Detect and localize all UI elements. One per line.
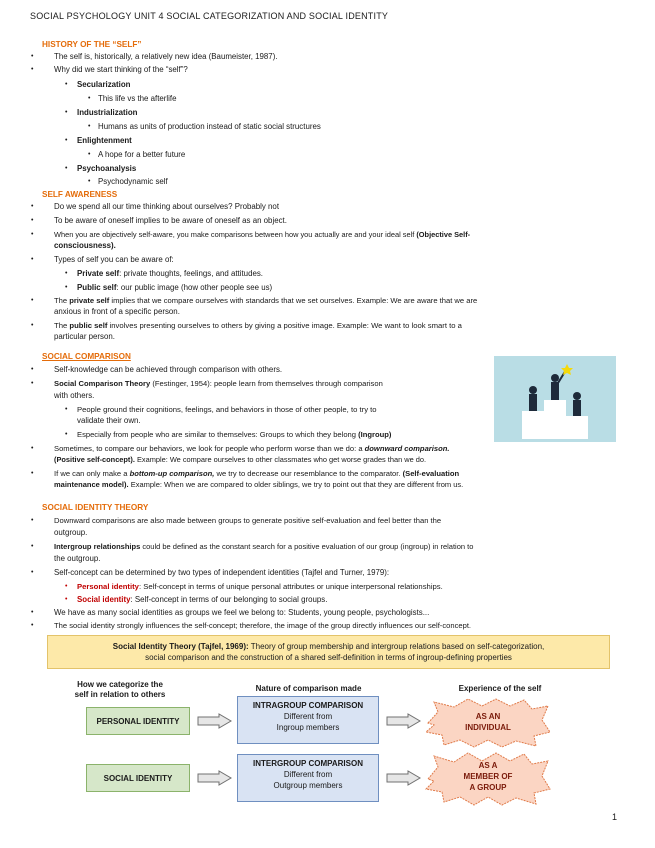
- theory-definition-box: Social Identity Theory (Tajfel, 1969): Theory of group membership and intergroup relations based on self-categorization, social comparison and the construction of a shared self-definition in terms of ingroup-defining properties: [47, 635, 610, 669]
- document-title: SOCIAL PSYCHOLOGY UNIT 4 SOCIAL CATEGORIZATION AND SOCIAL IDENTITY: [30, 11, 389, 21]
- bullet: •: [65, 406, 68, 413]
- bullet: •: [31, 366, 34, 373]
- awareness-line-6: The public self involves presenting ourselves to others by giving a positive image. Example: We want to look smart to a: [54, 321, 462, 330]
- history-subitem-1: This life vs the afterlife: [98, 94, 177, 103]
- identity-line-2-cont: the outgroup.: [54, 554, 101, 563]
- bullet: •: [31, 322, 34, 329]
- awareness-line-2: To be aware of oneself implies to be aware of oneself as an object.: [54, 216, 287, 225]
- identity-line-2: Intergroup relationships could be defined as the constant search for a positive evaluation of our group (ingroup) in relation to: [54, 542, 474, 551]
- history-line-1: The self is, historically, a relatively new idea (Baumeister, 1987).: [54, 52, 278, 61]
- arrow-right-icon: [386, 713, 422, 729]
- intergroup-comparison-box: INTERGROUP COMPARISON Different from Outgroup members: [237, 754, 379, 802]
- bullet: •: [31, 609, 34, 616]
- comparison-line-2: Social Comparison Theory (Festinger, 1954): people learn from themselves through comparison: [54, 379, 383, 388]
- identity-line-5: The social identity strongly influences the self-concept; therefore, the image of the group directly influences our self-concept.: [54, 621, 472, 630]
- awareness-public-self: Public self: our public image (how other people see us): [77, 283, 273, 292]
- history-item-4: Psychoanalysis: [77, 164, 137, 173]
- arrow-right-icon: [386, 770, 422, 786]
- intragroup-comparison-box: INTRAGROUP COMPARISON Different from Ingroup members: [237, 696, 379, 744]
- bullet: •: [31, 380, 34, 387]
- personal-identity-box: PERSONAL IDENTITY: [86, 707, 190, 735]
- bullet: •: [88, 123, 91, 130]
- history-item-2: Industrialization: [77, 108, 138, 117]
- bullet: •: [65, 109, 68, 116]
- bullet: •: [31, 517, 34, 524]
- identity-line-4: We have as many social identities as groups we feel we belong to: Students, young people, psychologists...: [54, 608, 430, 617]
- awareness-line-4: Types of self you can be aware of:: [54, 255, 174, 264]
- comparison-subline-2: Especially from people who are similar to themselves: Groups to which they belong (Ingroup): [77, 430, 392, 439]
- heading-social-identity-theory: SOCIAL IDENTITY THEORY: [42, 503, 149, 512]
- bullet: •: [65, 583, 68, 590]
- bullet: •: [31, 231, 34, 238]
- history-item-3: Enlightenment: [77, 136, 132, 145]
- experience-group-text: AS A MEMBER OF A GROUP: [463, 761, 513, 792]
- bullet: •: [65, 137, 68, 144]
- history-subitem-3: A hope for a better future: [98, 150, 186, 159]
- bullet: •: [65, 431, 68, 438]
- bullet: •: [31, 569, 34, 576]
- identity-personal: Personal identity: Self-concept in terms of unique personal attributes or unique interpersonal relationships.: [77, 582, 443, 591]
- comparison-line-4: If we can only make a bottom-up comparison, we try to decrease our resemblance to the comparator. (Self-evaluation: [54, 469, 460, 478]
- history-subitem-4: Psychodynamic self: [98, 177, 168, 186]
- page-number: 1: [612, 812, 618, 822]
- bullet: •: [31, 543, 34, 550]
- bullet: •: [88, 95, 91, 102]
- experience-individual-text: AS AN INDIVIDUAL: [465, 712, 511, 732]
- history-subitem-2: Humans as units of production instead of static social structures: [98, 122, 321, 131]
- awareness-line-1: Do we spend all our time thinking about ourselves? Probably not: [54, 202, 280, 211]
- bullet: •: [31, 203, 34, 210]
- bullet: •: [31, 470, 34, 477]
- podium-winners-image: [494, 356, 616, 442]
- awareness-line-6-cont: particular person.: [54, 332, 115, 341]
- bullet: •: [65, 81, 68, 88]
- awareness-line-5-cont: anxious in front of a specific person.: [54, 307, 180, 316]
- diagram-header-comparison: Nature of comparison made: [255, 684, 362, 693]
- bullet: •: [31, 53, 34, 60]
- identity-line-1: Downward comparisons are also made between groups to generate positive self-evaluation and feel better than the: [54, 516, 442, 525]
- heading-social-comparison: SOCIAL COMPARISON: [42, 352, 131, 361]
- bullet: •: [65, 596, 68, 603]
- history-item-1: Secularization: [77, 80, 131, 89]
- bullet: •: [31, 297, 34, 304]
- comparison-subline-1-cont: validate their own.: [77, 416, 141, 425]
- comparison-line-1: Self-knowledge can be achieved through comparison with others.: [54, 365, 283, 374]
- bullet: •: [31, 66, 34, 73]
- identity-line-1-cont: outgroup.: [54, 528, 88, 537]
- bullet: •: [31, 256, 34, 263]
- diagram-header-categorize: How we categorize the self in relation to others: [74, 680, 166, 699]
- comparison-line-3-cont: (Positive self-concept). Example: We compare ourselves to other classmates who get worse grades than we do.: [54, 455, 427, 464]
- bullet: •: [65, 270, 68, 277]
- comparison-line-3: Sometimes, to compare our behaviors, we look for people who perform worse than we do: a downward comparison.: [54, 444, 450, 453]
- arrow-right-icon: [197, 713, 233, 729]
- arrow-right-icon: [197, 770, 233, 786]
- awareness-private-self: Private self: private thoughts, feelings, and attitudes.: [77, 269, 263, 278]
- awareness-line-3-cont: consciousness).: [54, 241, 116, 250]
- awareness-line-5: The private self implies that we compare ourselves with standards that we set ourselves. Example: We are aware that we are: [54, 296, 478, 305]
- diagram-header-experience: Experience of the self: [458, 684, 542, 693]
- bullet: •: [31, 622, 34, 629]
- history-line-2: Why did we start thinking of the “self”?: [54, 65, 188, 74]
- identity-line-3: Self-concept can be determined by two types of independent identities (Tajfel and Turner, 1979):: [54, 568, 390, 577]
- bullet: •: [65, 284, 68, 291]
- comparison-line-4-cont: maintenance model). Example: When we are compared to older siblings, we try to point out that they are different from us.: [54, 480, 464, 489]
- heading-self-awareness: SELF AWARENESS: [42, 190, 118, 199]
- bullet: •: [31, 445, 34, 452]
- awareness-line-3: When you are objectively self-aware, you make comparisons between how you actually are and your ideal self (Objective Self-: [54, 230, 471, 239]
- comparison-line-2-cont: with others.: [54, 391, 95, 400]
- bullet: •: [88, 178, 91, 185]
- bullet: •: [31, 217, 34, 224]
- social-identity-box: SOCIAL IDENTITY: [86, 764, 190, 792]
- bullet: •: [65, 165, 68, 172]
- heading-history: HISTORY OF THE “SELF”: [42, 40, 142, 49]
- identity-social: Social identity: Self-concept in terms of our belonging to social groups.: [77, 595, 328, 604]
- comparison-subline-1: People ground their cognitions, feelings, and behaviors in those of other people, to try to: [77, 405, 377, 414]
- bullet: •: [88, 151, 91, 158]
